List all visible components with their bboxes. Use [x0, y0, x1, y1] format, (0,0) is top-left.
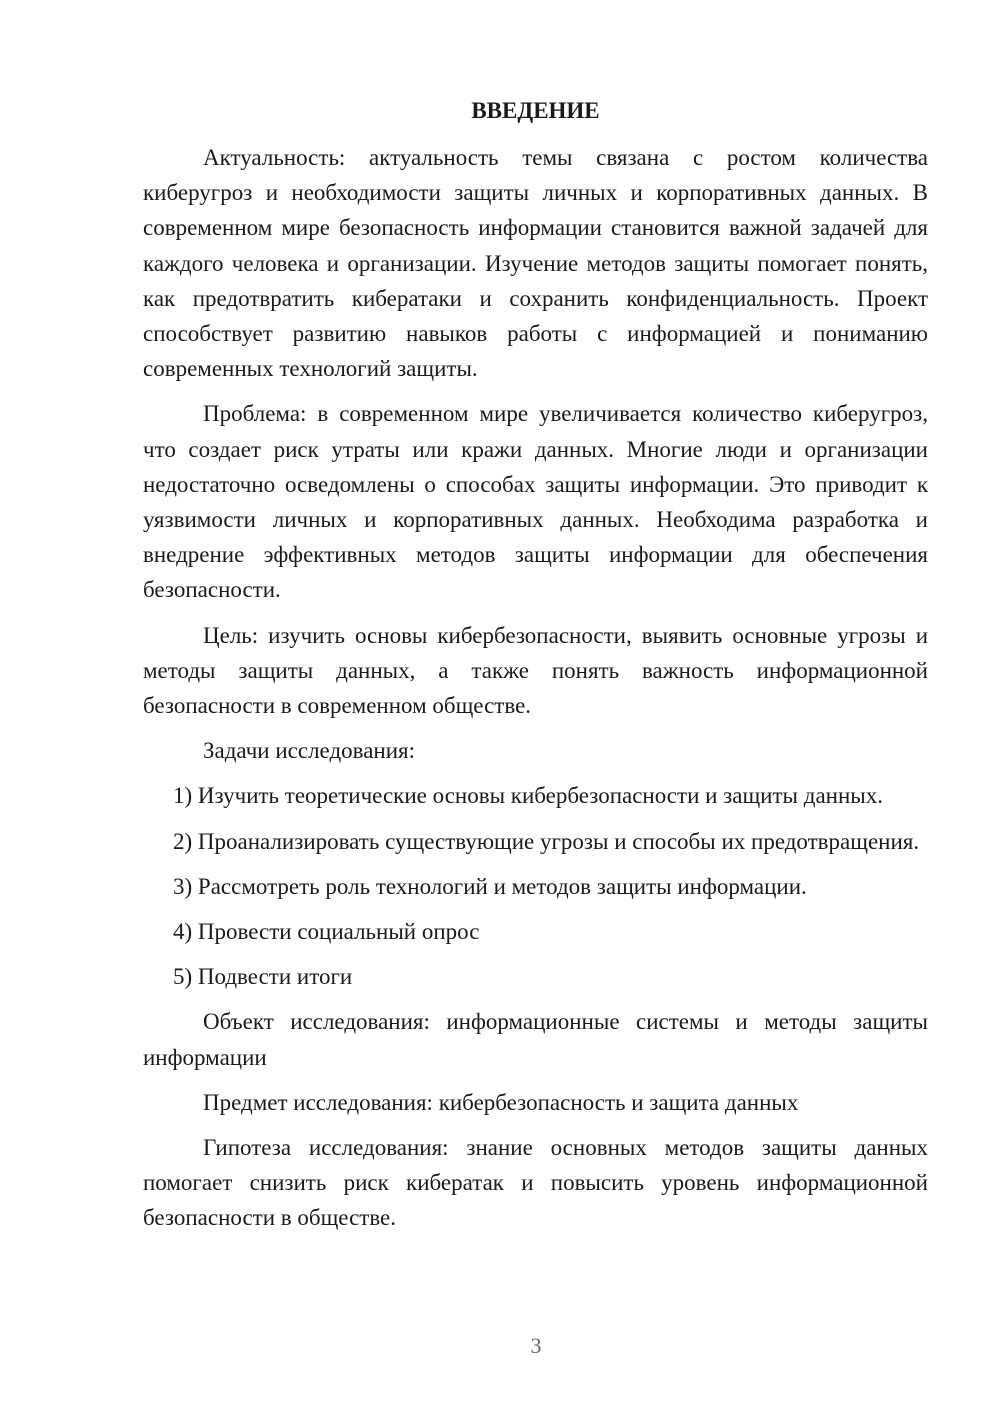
task-item-2: 2) Проанализировать существующие угрозы и способы их предотвращения. [173, 828, 920, 854]
goal-paragraph: Цель: изучить основы кибербезопасности, выявить основные угрозы и методы защиты данных, а также понять важность информационной безопасности в современном обществе. [143, 622, 928, 719]
hypothesis-paragraph: Гипотеза исследования: знание основных методов защиты данных помогает снизить риск кибератак и повысить уровень информационной безопасности в обществе. [143, 1135, 928, 1231]
task-item-1: 1) Изучить теоретические основы кибербезопасности и защиты данных. [173, 783, 883, 809]
document-title: ВВЕДЕНИЕ [471, 98, 600, 123]
tasks-heading: Задачи исследования: [203, 738, 416, 764]
problem-paragraph: Проблема: в современном мире увеличивается количество киберугроз, что создает риск утраты или кражи данных. Многие люди и организации недостаточно осведомлены о способах защиты информации. Это приводит к уязвимости личных и корпоративных данных. Необходима разработка и внедрение эффективных методов защиты информации для обеспечения безопасности. [143, 401, 928, 603]
document-page [143, 93, 928, 1246]
object-paragraph: Объект исследования: информационные системы и методы защиты информации [143, 1009, 928, 1070]
task-item-3: 3) Рассмотреть роль технологий и методов защиты информации. [173, 873, 807, 899]
task-item-5: 5) Подвести итоги [173, 964, 353, 990]
subject-paragraph: Предмет исследования: кибербезопасность и защита данных [203, 1089, 799, 1115]
page-number: 3 [530, 1333, 542, 1358]
relevance-paragraph: Актуальность: актуальность темы связана с ростом количества киберугроз и необходимости защиты личных и корпоративных данных. В современном мире безопасность информации становится важной задачей для каждого человека и организации. Изучение методов защиты помогает понять, как предотвратить кибератаки и сохранить конфиденциальность. Проект способствует развитию навыков работы с информацией и пониманию современных технологий защиты. [143, 145, 928, 382]
task-item-4: 4) Провести социальный опрос [173, 919, 480, 945]
